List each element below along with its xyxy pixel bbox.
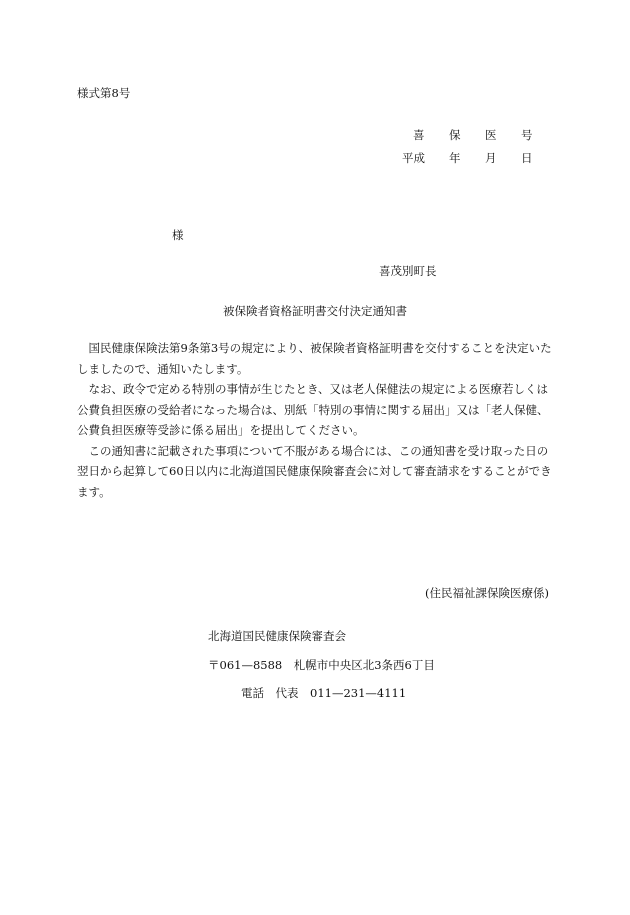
appeal-body-phone: 電話 代表 011—231—4111 <box>241 686 407 700</box>
appeal-body-name: 北海道国民健康保険審査会 <box>208 629 346 643</box>
doc-number-ho: 保 <box>449 128 461 142</box>
doc-number-go: 号 <box>521 128 533 142</box>
document-title: 被保険者資格証明書交付決定通知書 <box>223 304 407 318</box>
form-number: 様式第8号 <box>77 86 131 100</box>
day-label: 日 <box>521 151 533 165</box>
year-label: 年 <box>449 151 461 165</box>
department: (住民福祉課保険医療係) <box>425 586 549 600</box>
doc-number-prefix: 喜 <box>413 128 425 142</box>
paragraph-appeal: この通知書に記載された事項について不服がある場合には、この通知書を受け取った日の翌日から起算して60日以内に北海道国民健康保険審査会に対して審査請求をすることができます。 <box>77 443 552 499</box>
recipient-suffix: 様 <box>172 228 184 242</box>
appeal-body-address: 〒061—8588 札幌市中央区北3条西6丁目 <box>208 658 435 672</box>
month-label: 月 <box>485 151 497 165</box>
doc-number-i: 医 <box>485 128 497 142</box>
notice-body <box>77 338 557 502</box>
era-label: 平成 <box>402 151 425 165</box>
paragraph-special-circumstances: なお、政令で定める特別の事情が生じたとき、又は老人保健法の規定による医療若しくは公費負担医療の受給者になった場合は、別紙「特別の事情に関する届出」又は「老人保健、公費負担医療等受診に係る届出」を提出してください。 <box>77 382 549 437</box>
date-row <box>402 150 533 166</box>
paragraph-decision: 国民健康保険法第9条第3号の規定により、被保険者資格証明書を交付することを決定いたしましたので、通知いたします。 <box>77 341 552 376</box>
document-number-row <box>413 127 533 143</box>
issuer: 喜茂別町長 <box>379 264 437 278</box>
